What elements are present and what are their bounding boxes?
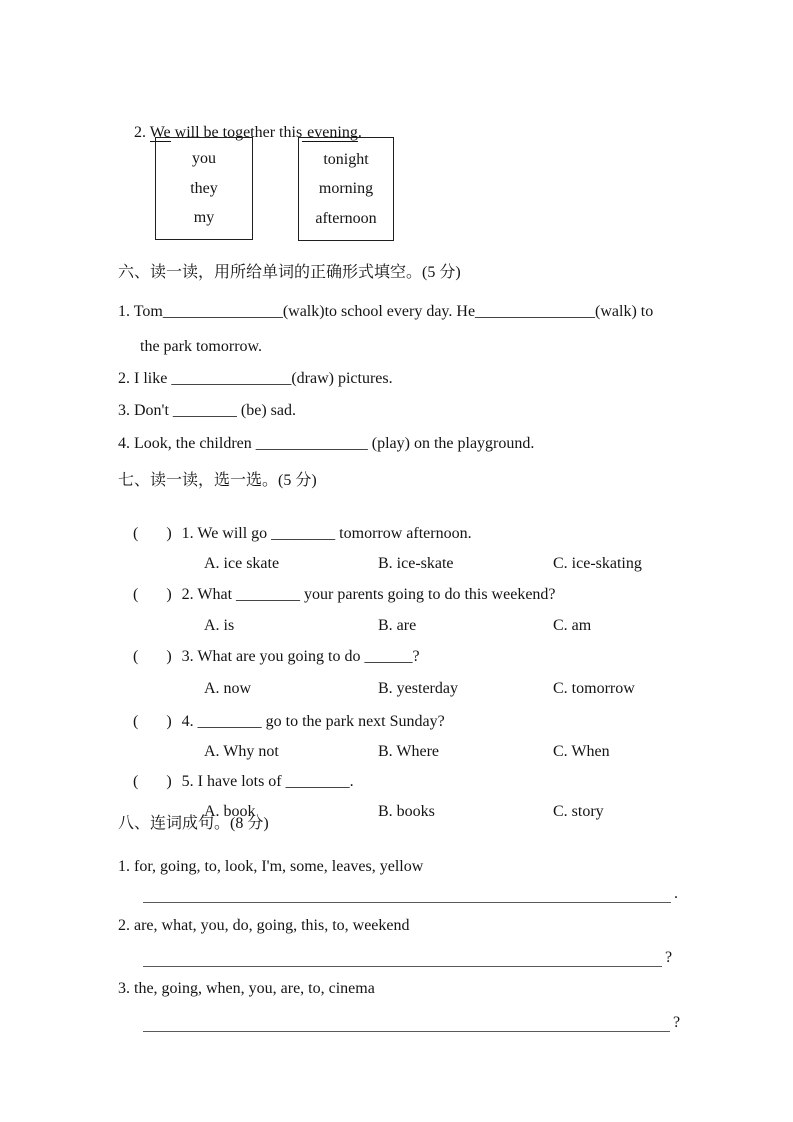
answer-blank-line-3 bbox=[143, 1015, 670, 1032]
option-4-a: A. Why not bbox=[204, 743, 279, 760]
option-4-b: B. Where bbox=[378, 743, 440, 760]
choice-question-3-text: 3. What are you going to do ______? bbox=[181, 648, 420, 665]
fill-blank-item-4: 4. Look, the children ______________ (play) on the playground. bbox=[118, 435, 535, 452]
option-2-c: C. am bbox=[553, 617, 592, 634]
choice-question-1-text: 1. We will go ________ tomorrow afternoon. bbox=[181, 525, 472, 542]
option-3-b: B. yesterday bbox=[378, 680, 458, 697]
choice-question-5-text: 5. I have lots of ________. bbox=[181, 773, 354, 790]
answer-paren-1: ( ) bbox=[133, 525, 172, 542]
word-order-item-3: 3. the, going, when, you, are, to, cinema bbox=[118, 980, 375, 997]
sentence-middle: will be together this bbox=[170, 124, 303, 141]
word-box-2-word-3: afternoon bbox=[315, 209, 377, 227]
word-box-2-word-1: tonight bbox=[323, 150, 369, 168]
option-2-a: A. is bbox=[204, 617, 235, 634]
fill-blank-item-1-line-2: the park tomorrow. bbox=[140, 338, 263, 355]
answer-paren-2: ( ) bbox=[133, 586, 172, 603]
word-box-2-word-2: morning bbox=[318, 180, 374, 197]
word-order-item-1: 1. for, going, to, look, I'm, some, leaves, yellow bbox=[118, 858, 424, 875]
answer-paren-3: ( ) bbox=[133, 648, 172, 665]
choice-question-4-text: 4. ________ go to the park next Sunday? bbox=[181, 713, 445, 730]
fill-blank-item-2: 2. I like _______________(draw) pictures. bbox=[118, 370, 393, 387]
choice-question-2-text: 2. What ________ your parents going to do this weekend? bbox=[181, 586, 556, 603]
word-box-1-word-1: you bbox=[192, 150, 216, 168]
option-2-b: B. are bbox=[378, 617, 417, 634]
sentence-period: . bbox=[357, 124, 362, 141]
sentence-number: 2. bbox=[134, 124, 150, 141]
answer-blank-line-1 bbox=[143, 886, 671, 903]
answer-paren-4: ( ) bbox=[133, 713, 172, 730]
underlined-word-we: We bbox=[149, 124, 171, 141]
section-six-heading: 六、读一读，用所给单词的正确形式填空。(5 分) bbox=[118, 264, 461, 281]
answer-punct-3: ? bbox=[673, 1014, 681, 1031]
option-3-c: C. tomorrow bbox=[553, 680, 635, 697]
option-1-a: A. ice skate bbox=[204, 555, 280, 572]
answer-blank-line-2 bbox=[143, 950, 662, 967]
answer-line-2 bbox=[143, 949, 672, 967]
answer-line-3 bbox=[143, 1014, 680, 1032]
section-seven-heading: 七、读一读，选一选。(5 分) bbox=[118, 472, 317, 489]
answer-punct-2: ? bbox=[665, 949, 673, 966]
option-1-c: C. ice-skating bbox=[553, 555, 642, 572]
word-order-item-2: 2. are, what, you, do, going, this, to, weekend bbox=[118, 917, 410, 934]
fill-blank-item-3: 3. Don't ________ (be) sad. bbox=[118, 402, 296, 419]
word-box-2 bbox=[298, 137, 394, 241]
option-1-b: B. ice-skate bbox=[378, 555, 454, 572]
answer-paren-5: ( ) bbox=[133, 773, 172, 790]
word-box-1-word-3: my bbox=[193, 208, 215, 226]
option-3-a: A. now bbox=[204, 680, 252, 697]
fill-blank-item-1-line-1: 1. Tom_______________(walk)to school every day. He_______________(walk) to bbox=[118, 303, 654, 320]
word-box-1 bbox=[155, 137, 253, 240]
answer-punct-1: . bbox=[674, 885, 678, 902]
section-eight-heading: 八、连词成句。(8 分) bbox=[118, 815, 269, 832]
option-4-c: C. When bbox=[553, 743, 610, 760]
answer-line-1 bbox=[143, 885, 678, 903]
option-5-a: A. book bbox=[204, 803, 256, 820]
option-5-b: B. books bbox=[378, 803, 435, 820]
underlined-word-evening: evening bbox=[302, 124, 358, 142]
word-box-1-word-2: they bbox=[190, 179, 218, 197]
option-5-c: C. story bbox=[553, 803, 604, 820]
